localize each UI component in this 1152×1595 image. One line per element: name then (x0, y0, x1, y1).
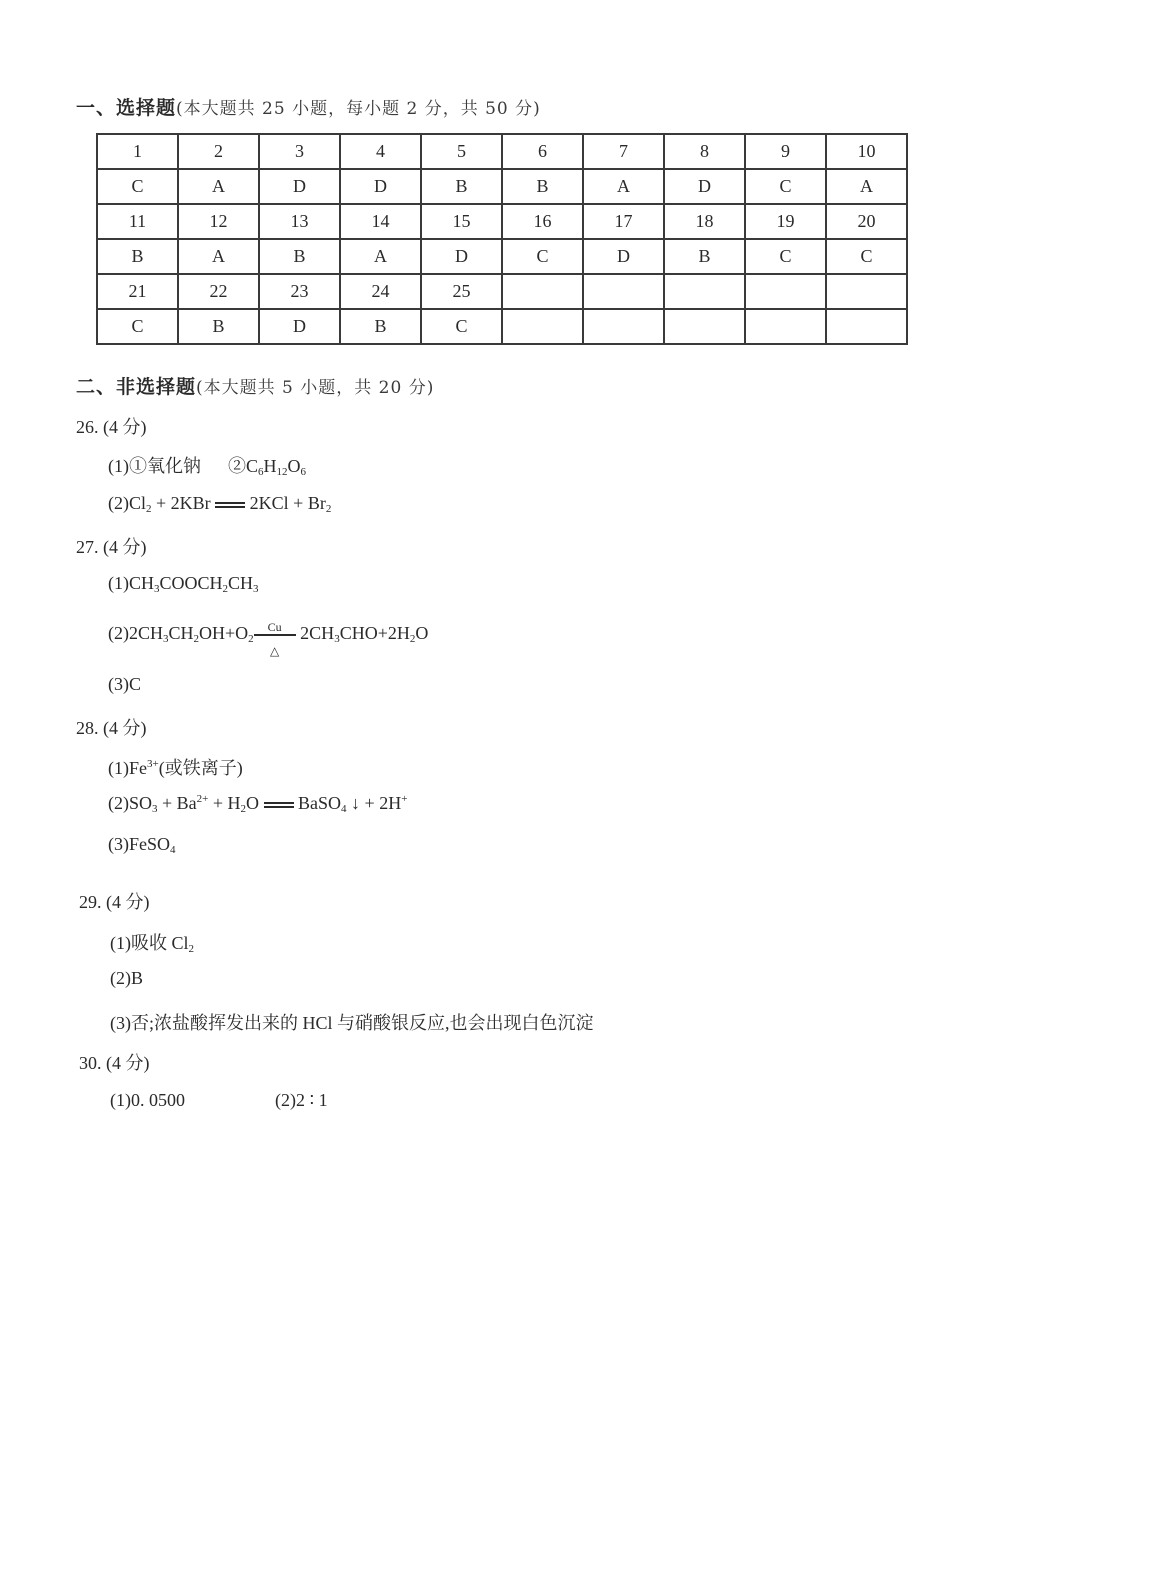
q28-a2-p3: + H (212, 793, 241, 813)
q29-heading: 29. (4 分) (79, 892, 150, 912)
section-1-heading (76, 93, 541, 120)
answer-cell: A (826, 169, 907, 204)
q29-answer-3: (3)否;浓盐酸挥发出来的 HCl 与硝酸银反应,也会出现白色沉淀 (110, 1013, 594, 1033)
q28-a2-p6: ↓ + 2H (351, 793, 402, 813)
answer-cell: D (664, 169, 745, 204)
question-number-cell: 14 (340, 204, 421, 239)
question-number-cell: 22 (178, 274, 259, 309)
q28-answer-3 (108, 834, 176, 856)
question-number-cell: 2 (178, 134, 259, 169)
q26-a2-right: 2KCl + Br (249, 493, 326, 513)
answer-cell: B (502, 169, 583, 204)
q26-a2-sub2: 2 (325, 503, 332, 515)
equals-sign-icon (215, 500, 245, 510)
q28-a1-e: (或铁离子) (158, 758, 243, 778)
q29-a1-p: (1)吸收 Cl (110, 933, 189, 953)
q28-a2-s3: 4 (341, 803, 347, 815)
question-number-cell (583, 274, 664, 309)
q26-answer-2 (108, 493, 331, 515)
q27-answer-2 (108, 619, 429, 658)
answer-row (97, 239, 907, 274)
answer-table-body (97, 134, 907, 344)
answer-cell (826, 309, 907, 344)
answer-cell: B (178, 309, 259, 344)
section-2-title: 二、非选择题 (76, 376, 197, 398)
answer-row (97, 169, 907, 204)
question-number-cell: 5 (421, 134, 502, 169)
question-number-cell (826, 274, 907, 309)
question-number-cell (502, 274, 583, 309)
q29-answer-2: (2)B (110, 968, 143, 988)
q29-a1-s: 2 (188, 943, 194, 955)
q30-answer-1: (1)0. 0500 (110, 1090, 185, 1110)
answer-cell: A (583, 169, 664, 204)
q28-a2-sup1: 2+ (196, 793, 209, 805)
answer-cell: D (259, 309, 340, 344)
q26-a1-text: (1)①氧化钠 (108, 456, 201, 476)
q26-a1-formula-o: O (287, 456, 301, 476)
q27-a2-p3: OH+O (199, 623, 249, 643)
answer-cell: B (259, 239, 340, 274)
question-number-cell: 8 (664, 134, 745, 169)
q27-a1-s3: 3 (253, 583, 259, 595)
question-number-cell: 9 (745, 134, 826, 169)
question-number-cell: 17 (583, 204, 664, 239)
q27-catalyst: Cu (267, 619, 282, 634)
question-number-cell: 7 (583, 134, 664, 169)
question-number-row (97, 274, 907, 309)
question-number-cell: 20 (826, 204, 907, 239)
answer-cell: D (421, 239, 502, 274)
q26-a1-sub1: 6 (258, 466, 264, 478)
answer-cell (745, 309, 826, 344)
q27-a1-p3: CH (228, 573, 254, 593)
q30-heading: 30. (4 分) (79, 1053, 150, 1073)
q27-a1-s2: 2 (222, 583, 229, 595)
q27-a2-s5: 2 (409, 633, 416, 645)
q26-a1-formula-c: ②C (228, 456, 259, 476)
q26-heading: 26. (4 分) (76, 417, 147, 437)
q28-a2-s1: 3 (152, 803, 158, 815)
answer-cell: C (745, 239, 826, 274)
question-number-cell: 23 (259, 274, 340, 309)
q27-answer-3: (3)C (108, 674, 141, 694)
question-number-cell: 3 (259, 134, 340, 169)
answer-cell: D (340, 169, 421, 204)
question-number-cell: 25 (421, 274, 502, 309)
answer-cell: C (97, 169, 178, 204)
q27-heading: 27. (4 分) (76, 537, 147, 557)
equals-sign-icon (264, 800, 294, 810)
q27-a2-p2: CH (168, 623, 194, 643)
q26-answer-1 (108, 452, 306, 478)
q27-a2-s3: 2 (248, 633, 254, 645)
q27-a2-s2: 2 (193, 633, 200, 645)
answer-cell: B (97, 239, 178, 274)
q27-a2-p6: O (415, 623, 429, 643)
answer-cell: D (583, 239, 664, 274)
q27-a1-p1: (1)CH (108, 573, 154, 593)
section-1-title: 一、选择题 (76, 97, 177, 119)
q27-a1-p2: COOCH (159, 573, 223, 593)
q26-a1-formula-h: H (263, 456, 277, 476)
answer-cell (664, 309, 745, 344)
q29-answer-1 (110, 929, 194, 955)
q27-a2-p4: 2CH (300, 623, 335, 643)
answer-cell: B (421, 169, 502, 204)
question-number-row (97, 204, 907, 239)
q28-a2-s2: 2 (240, 803, 247, 815)
q28-a2-p1: (2)SO (108, 793, 152, 813)
q27-a2-p1: (2)2CH (108, 623, 163, 643)
q26-a2-sub: 2 (146, 503, 152, 515)
answer-cell: A (178, 239, 259, 274)
answer-cell: C (745, 169, 826, 204)
answer-cell (583, 309, 664, 344)
question-number-cell: 19 (745, 204, 826, 239)
q27-answer-1 (108, 573, 259, 595)
question-number-cell: 4 (340, 134, 421, 169)
question-number-cell: 10 (826, 134, 907, 169)
answer-cell: C (826, 239, 907, 274)
answer-cell: D (259, 169, 340, 204)
q28-a2-sup2: + (401, 793, 408, 805)
answer-cell (502, 309, 583, 344)
question-number-cell: 11 (97, 204, 178, 239)
question-number-cell (664, 274, 745, 309)
question-number-cell: 6 (502, 134, 583, 169)
answer-cell: A (340, 239, 421, 274)
q26-a1-sub2: 12 (276, 466, 288, 478)
q28-a1-p: (1)Fe (108, 758, 147, 778)
q30-answer-2: (2)2 ∶ 1 (275, 1090, 328, 1110)
section-2-heading (76, 372, 434, 399)
q28-a1-sup: 3+ (147, 758, 159, 770)
q28-heading: 28. (4 分) (76, 718, 147, 738)
q28-a3-p: (3)FeSO (108, 834, 170, 854)
q26-a1-sub3: 6 (300, 466, 307, 478)
q28-a2-p2: + Ba (162, 793, 197, 813)
q27-a1-s1: 3 (154, 583, 160, 595)
question-number-cell: 24 (340, 274, 421, 309)
question-number-row (97, 134, 907, 169)
question-number-cell: 12 (178, 204, 259, 239)
question-number-cell: 16 (502, 204, 583, 239)
question-number-cell: 21 (97, 274, 178, 309)
q27-a2-s4: 3 (334, 633, 340, 645)
reaction-arrow-icon (254, 619, 296, 658)
question-number-cell (745, 274, 826, 309)
heat-symbol: △ (270, 643, 280, 658)
q26-a2-left: (2)Cl (108, 493, 146, 513)
answer-cell: A (178, 169, 259, 204)
q26-a2-mid: + 2KBr (156, 493, 211, 513)
section-1-note: (本大题共 25 小题，每小题 2 分，共 50 分) (176, 99, 541, 119)
section-2-note: (本大题共 5 小题，共 20 分) (196, 378, 435, 398)
q28-answer-2 (108, 793, 407, 815)
answer-cell: C (421, 309, 502, 344)
answer-cell: C (502, 239, 583, 274)
q28-a2-p4: O (246, 793, 260, 813)
q27-a2-s1: 3 (163, 633, 169, 645)
answer-table (96, 133, 908, 345)
q27-a2-p5: CHO+2H (339, 623, 410, 643)
question-number-cell: 18 (664, 204, 745, 239)
answer-cell: B (340, 309, 421, 344)
question-number-cell: 13 (259, 204, 340, 239)
q28-answer-1 (108, 754, 243, 780)
question-number-cell: 15 (421, 204, 502, 239)
answer-cell: C (97, 309, 178, 344)
question-number-cell: 1 (97, 134, 178, 169)
q28-a3-s: 4 (170, 844, 176, 856)
q28-a2-p5: BaSO (298, 793, 342, 813)
answer-cell: B (664, 239, 745, 274)
answer-row (97, 309, 907, 344)
